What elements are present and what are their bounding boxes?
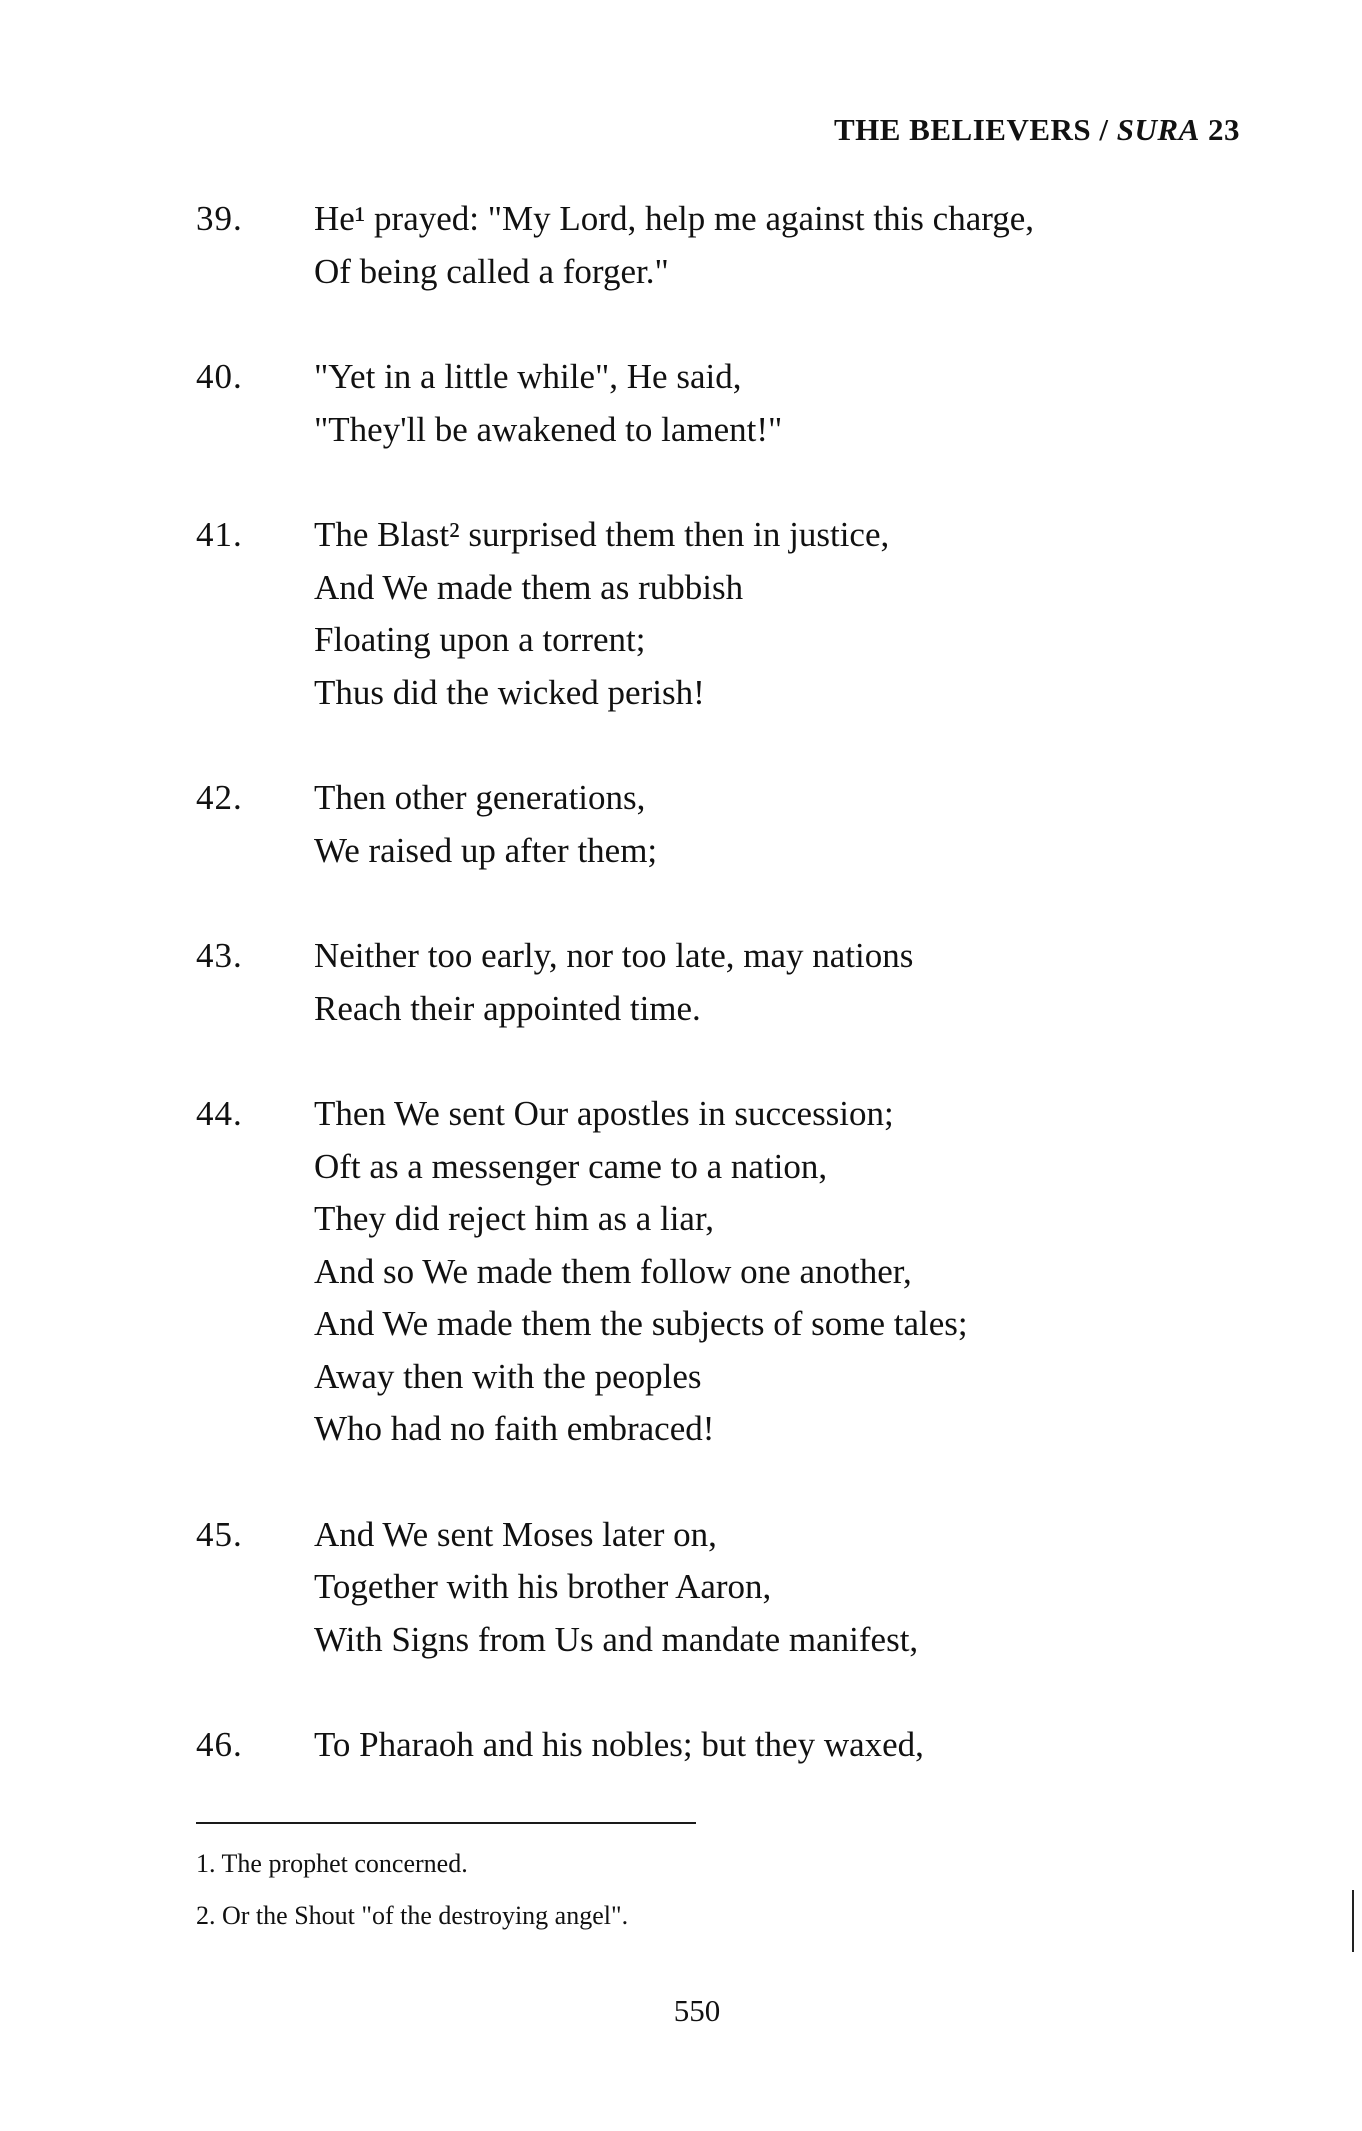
verse-44 [196, 1088, 1246, 1456]
verse-text [314, 509, 1246, 719]
footnote-divider [196, 1822, 696, 1824]
verse-number: 40. [196, 357, 243, 396]
verse-text [314, 351, 1246, 456]
verse-line: He¹ prayed: "My Lord, help me against this charge, [314, 199, 1035, 238]
verse-number: 43. [196, 936, 243, 975]
verse-line: And We sent Moses later on, [314, 1514, 717, 1554]
verse-text [314, 193, 1246, 298]
verse-40 [196, 351, 1246, 456]
running-head-sura-label: SURA [1116, 112, 1200, 147]
verse-line: "They'll be awakened to lament!" [314, 409, 783, 449]
verse-line: And so We made them follow one another, [314, 1251, 912, 1291]
verse-text [314, 1088, 1246, 1456]
verse-text [314, 930, 1246, 1035]
verse-line: Who had no faith embraced! [314, 1409, 715, 1448]
verse-line: Then other generations, [314, 778, 646, 817]
verse-text [314, 1719, 1246, 1772]
verse-43 [196, 930, 1246, 1035]
verse-line: Oft as a messenger came to a nation, [314, 1146, 828, 1186]
verse-text [314, 1509, 1246, 1667]
verse-41 [196, 509, 1246, 719]
verse-number: 41. [196, 515, 243, 554]
verse-line: And We made them as rubbish [314, 567, 744, 607]
verse-line: Then We sent Our apostles in succession; [314, 1094, 894, 1133]
verse-line: Together with his brother Aaron, [314, 1567, 772, 1606]
scan-edge-mark [1352, 1890, 1354, 1952]
verse-line: And We made them the subjects of some tales; [314, 1304, 968, 1343]
verse-line: They did reject him as a liar, [314, 1199, 714, 1238]
verse-line: "Yet in a little while", He said, [314, 357, 742, 396]
verse-number: 44. [196, 1094, 243, 1133]
verse-number: 42. [196, 778, 243, 817]
verse-line: With Signs from Us and mandate manifest, [314, 1619, 919, 1659]
verse-list [196, 193, 1246, 1825]
verse-line: To Pharaoh and his nobles; but they waxed, [314, 1725, 924, 1764]
verse-line: Away then with the peoples [314, 1356, 702, 1396]
verse-number: 45. [196, 1514, 243, 1554]
footnote-1: 1. The prophet concerned. [196, 1849, 468, 1878]
page-number: 550 [673, 1993, 721, 2028]
verse-39 [196, 193, 1246, 298]
verse-42 [196, 772, 1246, 877]
verse-line: Neither too early, nor too late, may nations [314, 936, 914, 975]
running-head [834, 112, 1240, 148]
verse-line: Thus did the wicked perish! [314, 672, 705, 712]
running-head-chapter-number: 23 [1199, 112, 1240, 147]
verse-number: 39. [196, 199, 243, 238]
verse-line: We raised up after them; [314, 830, 658, 870]
footnotes [196, 1838, 628, 1942]
verse-number: 46. [196, 1725, 243, 1764]
verse-45 [196, 1509, 1246, 1667]
footnote-2: 2. Or the Shout "of the destroying angel". [196, 1901, 629, 1930]
running-head-title: THE BELIEVERS / [833, 112, 1117, 147]
verse-line: Floating upon a torrent; [314, 620, 646, 659]
verse-46 [196, 1719, 1246, 1772]
verse-line: Of being called a forger." [314, 251, 669, 291]
verse-text [314, 772, 1246, 877]
verse-line: The Blast² surprised them then in justice, [314, 515, 890, 554]
verse-line: Reach their appointed time. [314, 988, 701, 1028]
